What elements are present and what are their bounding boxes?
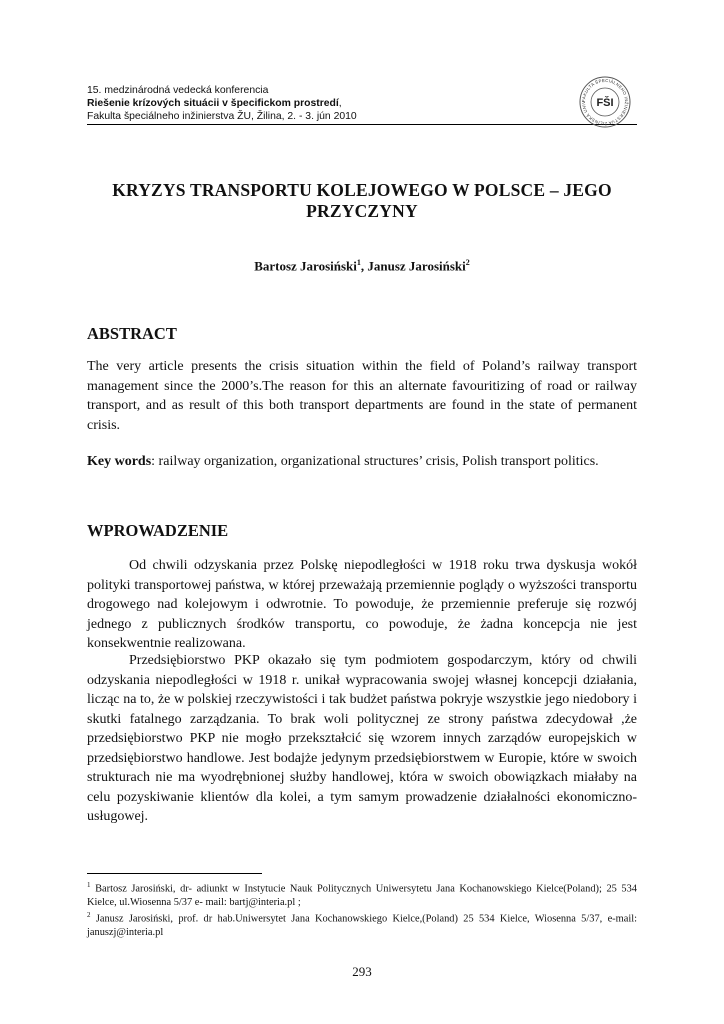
footnotes xyxy=(87,879,637,939)
seal-center-text: FŠI xyxy=(596,97,614,109)
header-line-2-suffix: , xyxy=(338,98,342,109)
paper-title: KRYZYS TRANSPORTU KOLEJOWEGO W POLSCE – JEGO PRZYCZYNY xyxy=(112,180,612,221)
introduction-paragraph-1: Od chwili odzyskania przez Polskę niepodległości w 1918 roku trwa dyskusja wokół polityki transportowej państwa, w której przeważają przemiennie poglądy o wyższości transportu drogowego nad kolejowym i odwrotnie. To powoduje, że przemiennie preferuje się rozwój jednego z publicznych środków transportu, co powoduje, że żadna koncepcja nie jest konsekwentnie realizowana. xyxy=(87,558,637,651)
header-line-3: Fakulta špeciálneho inžinierstva ŽU, Žilina, 2. - 3. jún 2010 xyxy=(87,111,357,122)
author-1: Bartosz Jarosiński xyxy=(254,258,357,274)
keywords xyxy=(87,452,637,472)
author-1-footnote-mark: 1 xyxy=(356,258,361,267)
abstract-heading: ABSTRACT xyxy=(87,324,177,343)
university-seal-icon xyxy=(578,75,632,129)
header-divider xyxy=(87,124,637,125)
header-line-1: 15. medzinárodná vedecká konferencia xyxy=(87,85,269,96)
author-2-footnote-mark: 2 xyxy=(465,258,470,267)
introduction-heading: WPROWADZENIE xyxy=(87,521,229,540)
page-number: 293 xyxy=(352,964,372,979)
footnote-2-text: Janusz Jarosiński, prof. dr hab.Uniwersytet Jana Kochanowskiego Kielce,(Poland) 25 534 Kielce, Wiosenna 5/37, e-mail: januszj@interia.pl xyxy=(87,913,637,938)
footnote-2-mark: 2 xyxy=(87,911,91,920)
header-line-2 xyxy=(87,97,637,110)
header-line-2-bold: Riešenie krízových situácii v špecifickom prostredí xyxy=(87,98,339,109)
abstract-text: The very article presents the crisis situation within the field of Poland’s railway transport management since the 2000’s.The reason for this an alternate favouritizing of road or railway transport, and as result of this both transport departments are found in the state of permanent crisis. xyxy=(87,359,637,433)
footnote-divider xyxy=(87,873,262,874)
authors-line xyxy=(87,258,637,274)
seal-ring-text: FAKULTA ŠPECIÁLNEHO INŽINIERSTVA ŽILINSKÁ UNIV xyxy=(580,77,630,127)
footnote-1-mark: 1 xyxy=(87,881,91,889)
keywords-text: : railway organization, organizational structures’ crisis, Polish transport politics. xyxy=(151,454,599,469)
author-separator: , xyxy=(360,258,368,274)
footnote-1 xyxy=(87,879,637,909)
introduction-paragraph-2: Przedsiębiorstwo PKP okazało się tym podmiotem gospodarczym, który od chwili odzyskania niepodległości w 1918 r. unikał wypracowania swojej własnej koncepcji działania, licząc na to, że w polskiej rzeczywistości i tak budżet państwa pokryje wszystkie jego niedobory i skutki fatalnego zarządzania. To brak woli politycznej ze strony państwa zdecydował ,że przedsiębiorstwo PKP nie mogło przekształcić się wzorem innych zarządów europejskich w przedsiębiorstwo handlowe. Jest bodajże jedynym przedsiębiorstwem w Europie, które w swoich strukturach nie ma wyodrębnionej służby handlowej, która w swoich obowiązkach miałaby na celu pozyskiwanie klientów dla kolei, a tym samym prowadzenie działalności ekonomiczno- usługowej. xyxy=(87,653,637,824)
keywords-label: Key words xyxy=(87,454,152,469)
author-2: Janusz Jarosiński xyxy=(367,258,466,274)
footnote-1-text: Bartosz Jarosiński, dr- adiunkt w Instytucie Nauk Politycznych Uniwersytetu Jana Kochanowskiego Kielce(Poland); 25 534 Kielce, ul.Wiosenna 5/37 e- mail: bartj@interia.pl ; xyxy=(87,883,637,908)
footnote-2 xyxy=(87,909,637,939)
conference-header xyxy=(87,84,637,123)
